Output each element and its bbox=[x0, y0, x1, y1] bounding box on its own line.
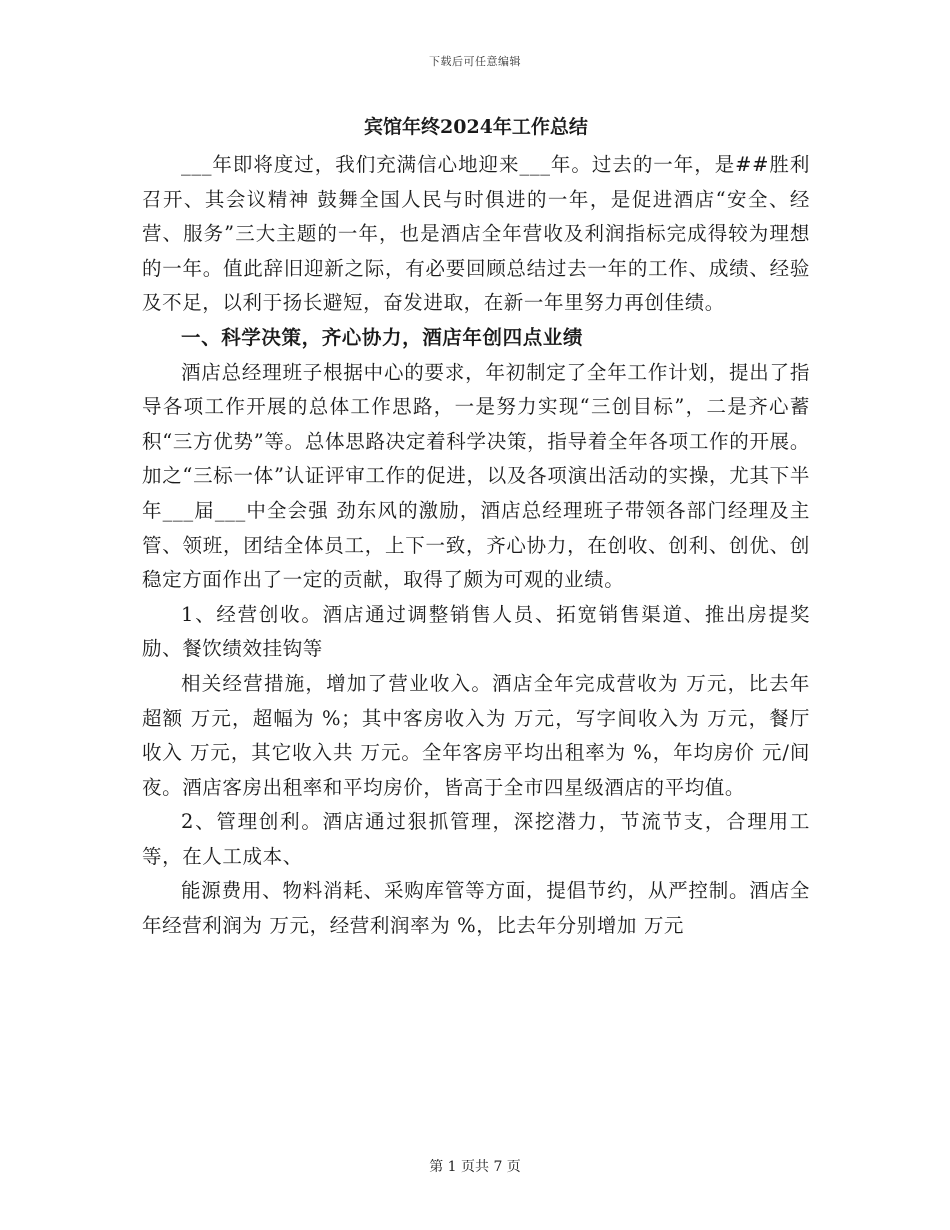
page-footer: 第 1 页共 7 页 bbox=[429, 1159, 521, 1175]
paragraph-intro: ___年即将度过，我们充满信心地迎来___年。过去的一年，是##胜利召开、其会议精神 鼓舞全国人民与时俱进的一年，是促进酒店“安全、经营、服务”三大主题的一年，也是酒店全年营收及利润指标完成得较为理想的一年。值此辞旧迎新之际，有必要回顾总结过去一年的工作、成绩、经验及不足，以利于扬长避短，奋发进取，在新一年里努力再创佳绩。 bbox=[142, 153, 810, 315]
paragraph-section-1: 酒店总经理班子根据中心的要求，年初制定了全年工作计划，提出了指导各项工作开展的总体工作思路，一是努力实现“三创目标”，二是齐心蓄积“三方优势”等。总体思路决定着科学决策，指导着全年各项工作的开展。加之“三标一体”认证评审工作的促进，以及各项演出活动的实操，尤其下半年___届___中全会强 劲东风的激励，酒店总经理班子带领各部门经理及主管、领班，团结全体员工，上下一致，齐心协力，在创收、创利、创优、创稳定方面作出了一定的贡献，取得了颇为可观的业绩。 bbox=[142, 360, 810, 592]
page-header: 下载后可任意编辑 bbox=[429, 55, 521, 68]
paragraph-item-1-detail: 相关经营措施，增加了营业收入。酒店全年完成营收为 万元，比去年超额 万元，超幅为 %；其中客房收入为 万元，写字间收入为 万元，餐厅收入 万元，其它收入共 万元。全年客房平均出租率为 %，年均房价 元/间夜。酒店客房出租率和平均房价，皆高于全市四星级酒店的平均值。 bbox=[142, 671, 810, 799]
paragraph-item-2: 2、管理创利。酒店通过狠抓管理，深挖潜力，节流节支，合理用工等，在人工成本、 bbox=[142, 810, 810, 868]
paragraph-item-2-detail: 能源费用、物料消耗、采购库管等方面，提倡节约，从严控制。酒店全年经营利润为 万元，经营利润率为 %，比去年分别增加 万元 bbox=[142, 879, 810, 938]
document-body bbox=[142, 112, 810, 944]
document-title: 宾馆年终2024年工作总结 bbox=[364, 116, 588, 138]
paragraph-item-1: 1、经营创收。酒店通过调整销售人员、拓宽销售渠道、推出房提奖励、餐饮绩效挂钩等 bbox=[142, 602, 810, 661]
section-heading-1: 一、科学决策，齐心协力，酒店年创四点业绩 bbox=[181, 325, 584, 349]
